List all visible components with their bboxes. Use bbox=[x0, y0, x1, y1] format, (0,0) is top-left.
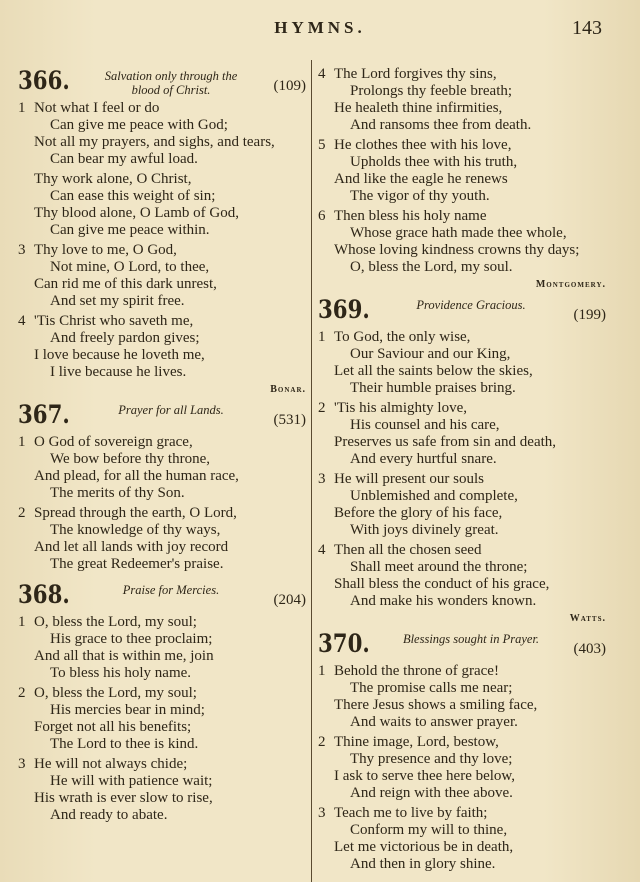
verse-number: 1 bbox=[18, 434, 26, 450]
verse-line: O, bless the Lord, my soul; bbox=[34, 685, 197, 701]
verse-line: And waits to answer prayer. bbox=[350, 714, 518, 730]
verse bbox=[318, 663, 606, 731]
verse-line: 'Tis his almighty love, bbox=[334, 400, 468, 416]
verse-line: Before the glory of his face, bbox=[334, 505, 503, 521]
verse-line: Preserves us safe from sin and death, bbox=[334, 434, 557, 450]
verse-line: Can bear my awful load. bbox=[50, 151, 198, 167]
verse bbox=[318, 137, 606, 205]
verse-number: 2 bbox=[18, 505, 26, 521]
verse-line: Spread through the earth, O Lord, bbox=[34, 505, 237, 521]
verse-number: 3 bbox=[318, 471, 326, 487]
verse-line: And ready to abate. bbox=[50, 807, 168, 823]
verse-line: 'Tis Christ who saveth me, bbox=[34, 313, 194, 329]
verse-line: O God of sovereign grace, bbox=[34, 434, 193, 450]
verse-line: Thy presence and thy love; bbox=[350, 751, 513, 767]
verse bbox=[318, 208, 606, 276]
verse-line: And reign with thee above. bbox=[350, 785, 513, 801]
verse bbox=[318, 734, 606, 802]
author-attribution: Bonar. bbox=[270, 384, 306, 395]
verse bbox=[18, 171, 306, 239]
verse-number: 2 bbox=[318, 734, 326, 750]
verse bbox=[318, 329, 606, 397]
verse bbox=[18, 685, 306, 753]
verse-number: 5 bbox=[318, 137, 326, 153]
verse-line: And ransoms thee from death. bbox=[350, 117, 532, 133]
verse bbox=[318, 400, 606, 468]
hymn-title: Prayer for all Lands. bbox=[118, 403, 224, 417]
verse-number: 1 bbox=[18, 100, 26, 116]
verse-number: 6 bbox=[318, 208, 326, 224]
verse-line: We bow before thy throne, bbox=[50, 451, 210, 467]
hymn-header bbox=[18, 580, 306, 614]
verse-line: Shall meet around the throne; bbox=[350, 559, 528, 575]
verse-line: There Jesus shows a smiling face, bbox=[334, 697, 538, 713]
verse-line: The vigor of thy youth. bbox=[350, 188, 490, 204]
verse-line: And plead, for all the human race, bbox=[34, 468, 239, 484]
verse-line: Thine image, Lord, bestow, bbox=[334, 734, 499, 750]
verse-line: His grace to thee proclaim; bbox=[50, 631, 213, 647]
verse-line: The Lord forgives thy sins, bbox=[334, 66, 497, 82]
verse-number: 4 bbox=[318, 542, 326, 558]
verse-line: His wrath is ever slow to rise, bbox=[34, 790, 213, 806]
verse-line: The great Redeemer's praise. bbox=[50, 556, 224, 572]
verse-line: Can ease this weight of sin; bbox=[50, 188, 216, 204]
verse-number: 4 bbox=[18, 313, 26, 329]
verse-line: Conform my will to thine, bbox=[350, 822, 508, 838]
verse-line: Then all the chosen seed bbox=[334, 542, 482, 558]
verse bbox=[318, 542, 606, 610]
verse bbox=[318, 66, 606, 134]
hymn-number: 366. bbox=[18, 66, 70, 95]
verse bbox=[18, 242, 306, 310]
verse-line: He healeth thine infirmities, bbox=[334, 100, 503, 116]
verse-line: O, bless the Lord, my soul. bbox=[350, 259, 513, 275]
hymn-title: Blessings sought in Prayer. bbox=[402, 632, 540, 646]
verse-number: 1 bbox=[318, 663, 326, 679]
tune-number: (531) bbox=[273, 412, 306, 428]
verse-line: Behold the throne of grace! bbox=[334, 663, 499, 679]
verse-line: Unblemished and complete, bbox=[350, 488, 518, 504]
verse-line: And make his wonders known. bbox=[350, 593, 537, 609]
hymn bbox=[18, 580, 306, 827]
verse-number: 1 bbox=[18, 614, 26, 630]
hymn-continuation bbox=[318, 66, 606, 291]
verse-line: Our Saviour and our King, bbox=[350, 346, 511, 362]
verse-line: The Lord to thee is kind. bbox=[50, 736, 199, 752]
verse-line: Whose loving kindness crowns thy days; bbox=[334, 242, 580, 258]
verse-line: And all that is within me, join bbox=[34, 648, 214, 664]
verse bbox=[18, 505, 306, 573]
verse-line: He will present our souls bbox=[334, 471, 484, 487]
hymn bbox=[318, 295, 606, 625]
tune-number: (204) bbox=[273, 592, 306, 608]
verse-line: I live because he lives. bbox=[50, 364, 187, 380]
verse-line: He will with patience wait; bbox=[50, 773, 213, 789]
verse-line: And every hurtful snare. bbox=[350, 451, 497, 467]
verse-line: And let all lands with joy record bbox=[34, 539, 229, 555]
verse bbox=[318, 471, 606, 539]
verse bbox=[318, 805, 606, 873]
verse-line: Not what I feel or do bbox=[34, 100, 160, 116]
verse-line: Can rid me of this dark unrest, bbox=[34, 276, 217, 292]
verse-line: And then in glory shine. bbox=[350, 856, 496, 872]
verse bbox=[18, 434, 306, 502]
hymn-header bbox=[18, 66, 306, 100]
verse bbox=[18, 313, 306, 381]
running-title: HYMNS. bbox=[274, 18, 366, 37]
verse-number: 2 bbox=[318, 400, 326, 416]
verse-line: Not mine, O Lord, to thee, bbox=[50, 259, 210, 275]
verse-number: 3 bbox=[318, 805, 326, 821]
verse-line: I ask to serve thee here below, bbox=[334, 768, 516, 784]
tune-number: (199) bbox=[573, 307, 606, 323]
text-column bbox=[18, 66, 306, 831]
hymn-title: Praise for Mercies. bbox=[122, 583, 220, 597]
verse-line: With joys divinely great. bbox=[350, 522, 499, 538]
verse-line: The knowledge of thy ways, bbox=[50, 522, 221, 538]
verse-line: To God, the only wise, bbox=[334, 329, 471, 345]
verse bbox=[18, 756, 306, 824]
hymn bbox=[18, 66, 306, 396]
verse-number: 3 bbox=[18, 756, 26, 772]
tune-number: (403) bbox=[573, 641, 606, 657]
verse-line: Let me victorious be in death, bbox=[334, 839, 514, 855]
verse-line: Prolongs thy feeble breath; bbox=[350, 83, 513, 99]
verse-line: His mercies bear in mind; bbox=[50, 702, 205, 718]
text-column bbox=[318, 66, 606, 880]
verse-line: Upholds thee with his truth, bbox=[350, 154, 518, 170]
verse-line: And like the eagle he renews bbox=[334, 171, 508, 187]
hymn-number: 369. bbox=[318, 295, 370, 324]
hymn-header bbox=[18, 400, 306, 434]
verse-line: His counsel and his care, bbox=[350, 417, 500, 433]
author-attribution: Watts. bbox=[569, 613, 606, 624]
hymn-header bbox=[318, 629, 606, 663]
verse-line: O, bless the Lord, my soul; bbox=[34, 614, 197, 630]
verse-line: Thy blood alone, O Lamb of God, bbox=[34, 205, 239, 221]
verse-line: Thy love to me, O God, bbox=[34, 242, 177, 258]
verse-number: 3 bbox=[18, 242, 26, 258]
hymn-number: 367. bbox=[18, 400, 70, 429]
hymn bbox=[18, 400, 306, 576]
verse-line: Thy work alone, O Christ, bbox=[34, 171, 192, 187]
verse-line: And set my spirit free. bbox=[50, 293, 185, 309]
verse-line: Can give me peace within. bbox=[50, 222, 210, 238]
column-divider bbox=[311, 60, 312, 882]
verse bbox=[18, 614, 306, 682]
verse-line: Teach me to live by faith; bbox=[334, 805, 488, 821]
hymn-number: 370. bbox=[318, 629, 370, 658]
verse-line: Can give me peace with God; bbox=[50, 117, 228, 133]
tune-number: (109) bbox=[273, 78, 306, 94]
verse-line: I love because he loveth me, bbox=[34, 347, 205, 363]
verse bbox=[18, 100, 306, 168]
verse-line: Then bless his holy name bbox=[334, 208, 487, 224]
verse-line: Not all my prayers, and sighs, and tears, bbox=[34, 134, 275, 150]
author-attribution: Montgomery. bbox=[535, 279, 606, 290]
verse-number: 1 bbox=[318, 329, 326, 345]
verse-line: The merits of thy Son. bbox=[50, 485, 185, 501]
hymn-number: 368. bbox=[18, 580, 70, 609]
verse-number: 2 bbox=[18, 685, 26, 701]
verse-line: And freely pardon gives; bbox=[50, 330, 200, 346]
verse-line: To bless his holy name. bbox=[50, 665, 192, 681]
verse-line: He clothes thee with his love, bbox=[334, 137, 512, 153]
hymn-header bbox=[318, 295, 606, 329]
hymn bbox=[318, 629, 606, 876]
verse-line: Forget not all his benefits; bbox=[34, 719, 192, 735]
verse-line: The promise calls me near; bbox=[350, 680, 513, 696]
verse-line: Whose grace hath made thee whole, bbox=[350, 225, 567, 241]
verse-line: Shall bless the conduct of his grace, bbox=[334, 576, 550, 592]
page-number: 143 bbox=[572, 17, 602, 39]
verse-line: He will not always chide; bbox=[34, 756, 188, 772]
verse-line: Their humble praises bring. bbox=[350, 380, 516, 396]
verse-line: Let all the saints below the skies, bbox=[334, 363, 533, 379]
hymn-title: Salvation only through the blood of Christ. bbox=[104, 69, 238, 97]
verse-number: 4 bbox=[318, 66, 326, 82]
hymn-title: Providence Gracious. bbox=[416, 298, 526, 312]
